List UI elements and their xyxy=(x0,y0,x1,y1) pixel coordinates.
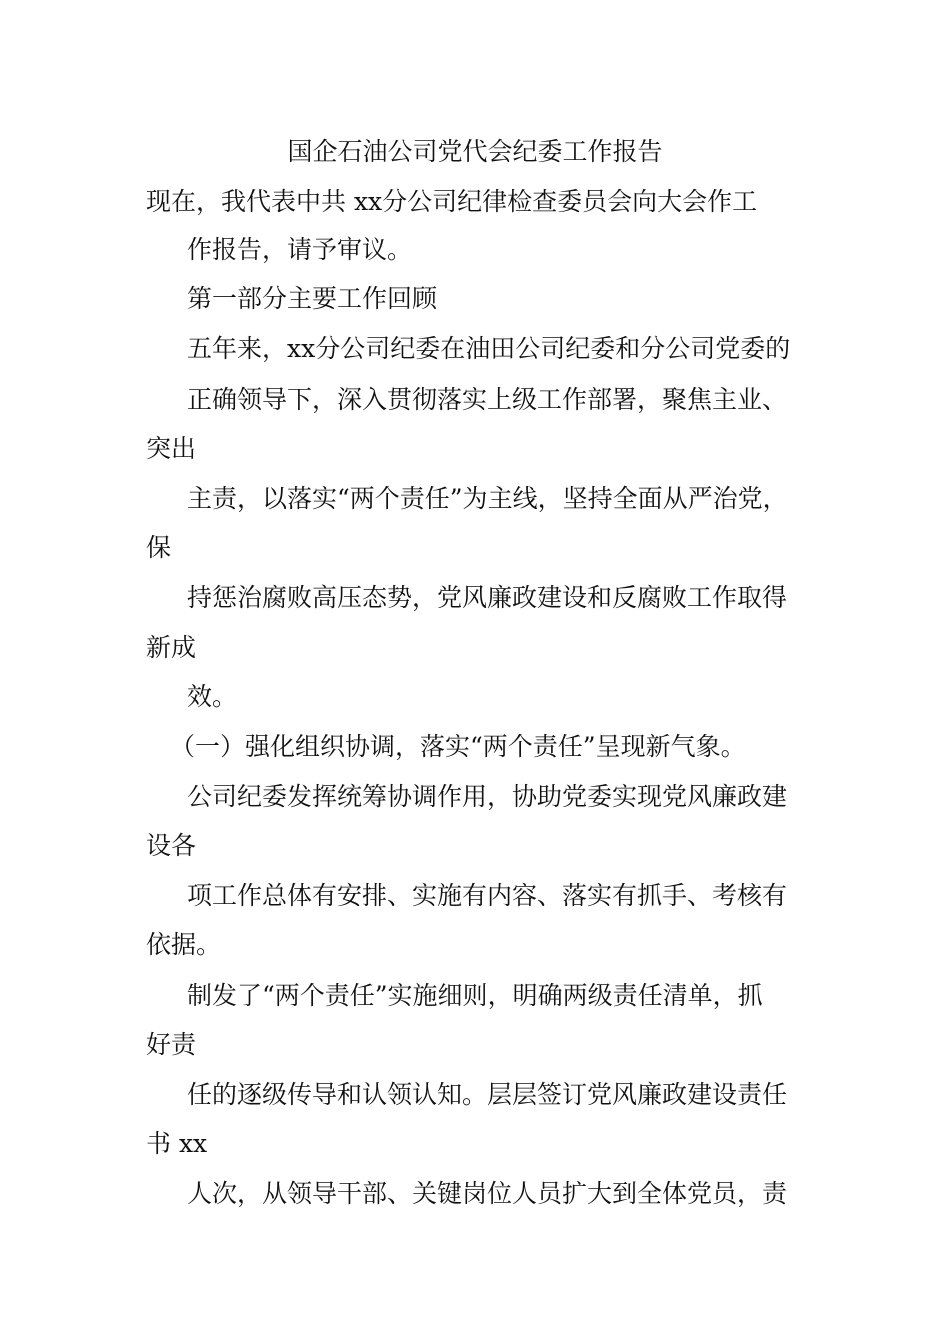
text-line: 书 xx xyxy=(146,1129,208,1158)
text-line: 作报告，请予审议。 xyxy=(187,235,413,264)
text-line: 突出 xyxy=(146,434,197,463)
text-line: 项工作总体有安排、实施有内容、落实有抓手、考核有 xyxy=(187,881,788,910)
text-line: 制发了“两个责任”实施细则，明确两级责任清单，抓 xyxy=(187,981,763,1010)
text-line: 效。 xyxy=(187,682,238,711)
text-line: 现在，我代表中共 xx分公司纪律检查委员会向大会作工 xyxy=(146,187,758,216)
text-line: 主责，以落实“两个责任”为主线，坚持全面从严治党， xyxy=(187,484,788,513)
text-line: 任的逐级传导和认领认知。层层签订党风廉政建设责任 xyxy=(187,1080,788,1109)
text-line: 人次，从领导干部、关键岗位人员扩大到全体党员，责 xyxy=(187,1179,788,1208)
text-line: 公司纪委发挥统筹协调作用，协助党委实现党风廉政建 xyxy=(187,782,788,811)
text-line: 好责 xyxy=(146,1030,197,1059)
text-line: 依据。 xyxy=(146,930,222,959)
document-title: 国企石油公司党代会纪委工作报告 xyxy=(287,137,663,166)
text-line: 五年来，xx分公司纪委在油田公司纪委和分公司党委的 xyxy=(187,334,791,363)
text-line: 持惩治腐败高压态势，党风廉政建设和反腐败工作取得 xyxy=(187,583,788,612)
section-heading: 第一部分主要工作回顾 xyxy=(187,284,438,313)
subsection-heading: （一）强化组织协调，落实“两个责任”呈现新气象。 xyxy=(170,732,746,761)
text-line: 设各 xyxy=(146,831,197,860)
text-line: 新成 xyxy=(146,633,197,662)
text-line: 保 xyxy=(146,533,172,562)
text-line: 正确领导下，深入贯彻落实上级工作部署，聚焦主业、 xyxy=(187,385,788,414)
